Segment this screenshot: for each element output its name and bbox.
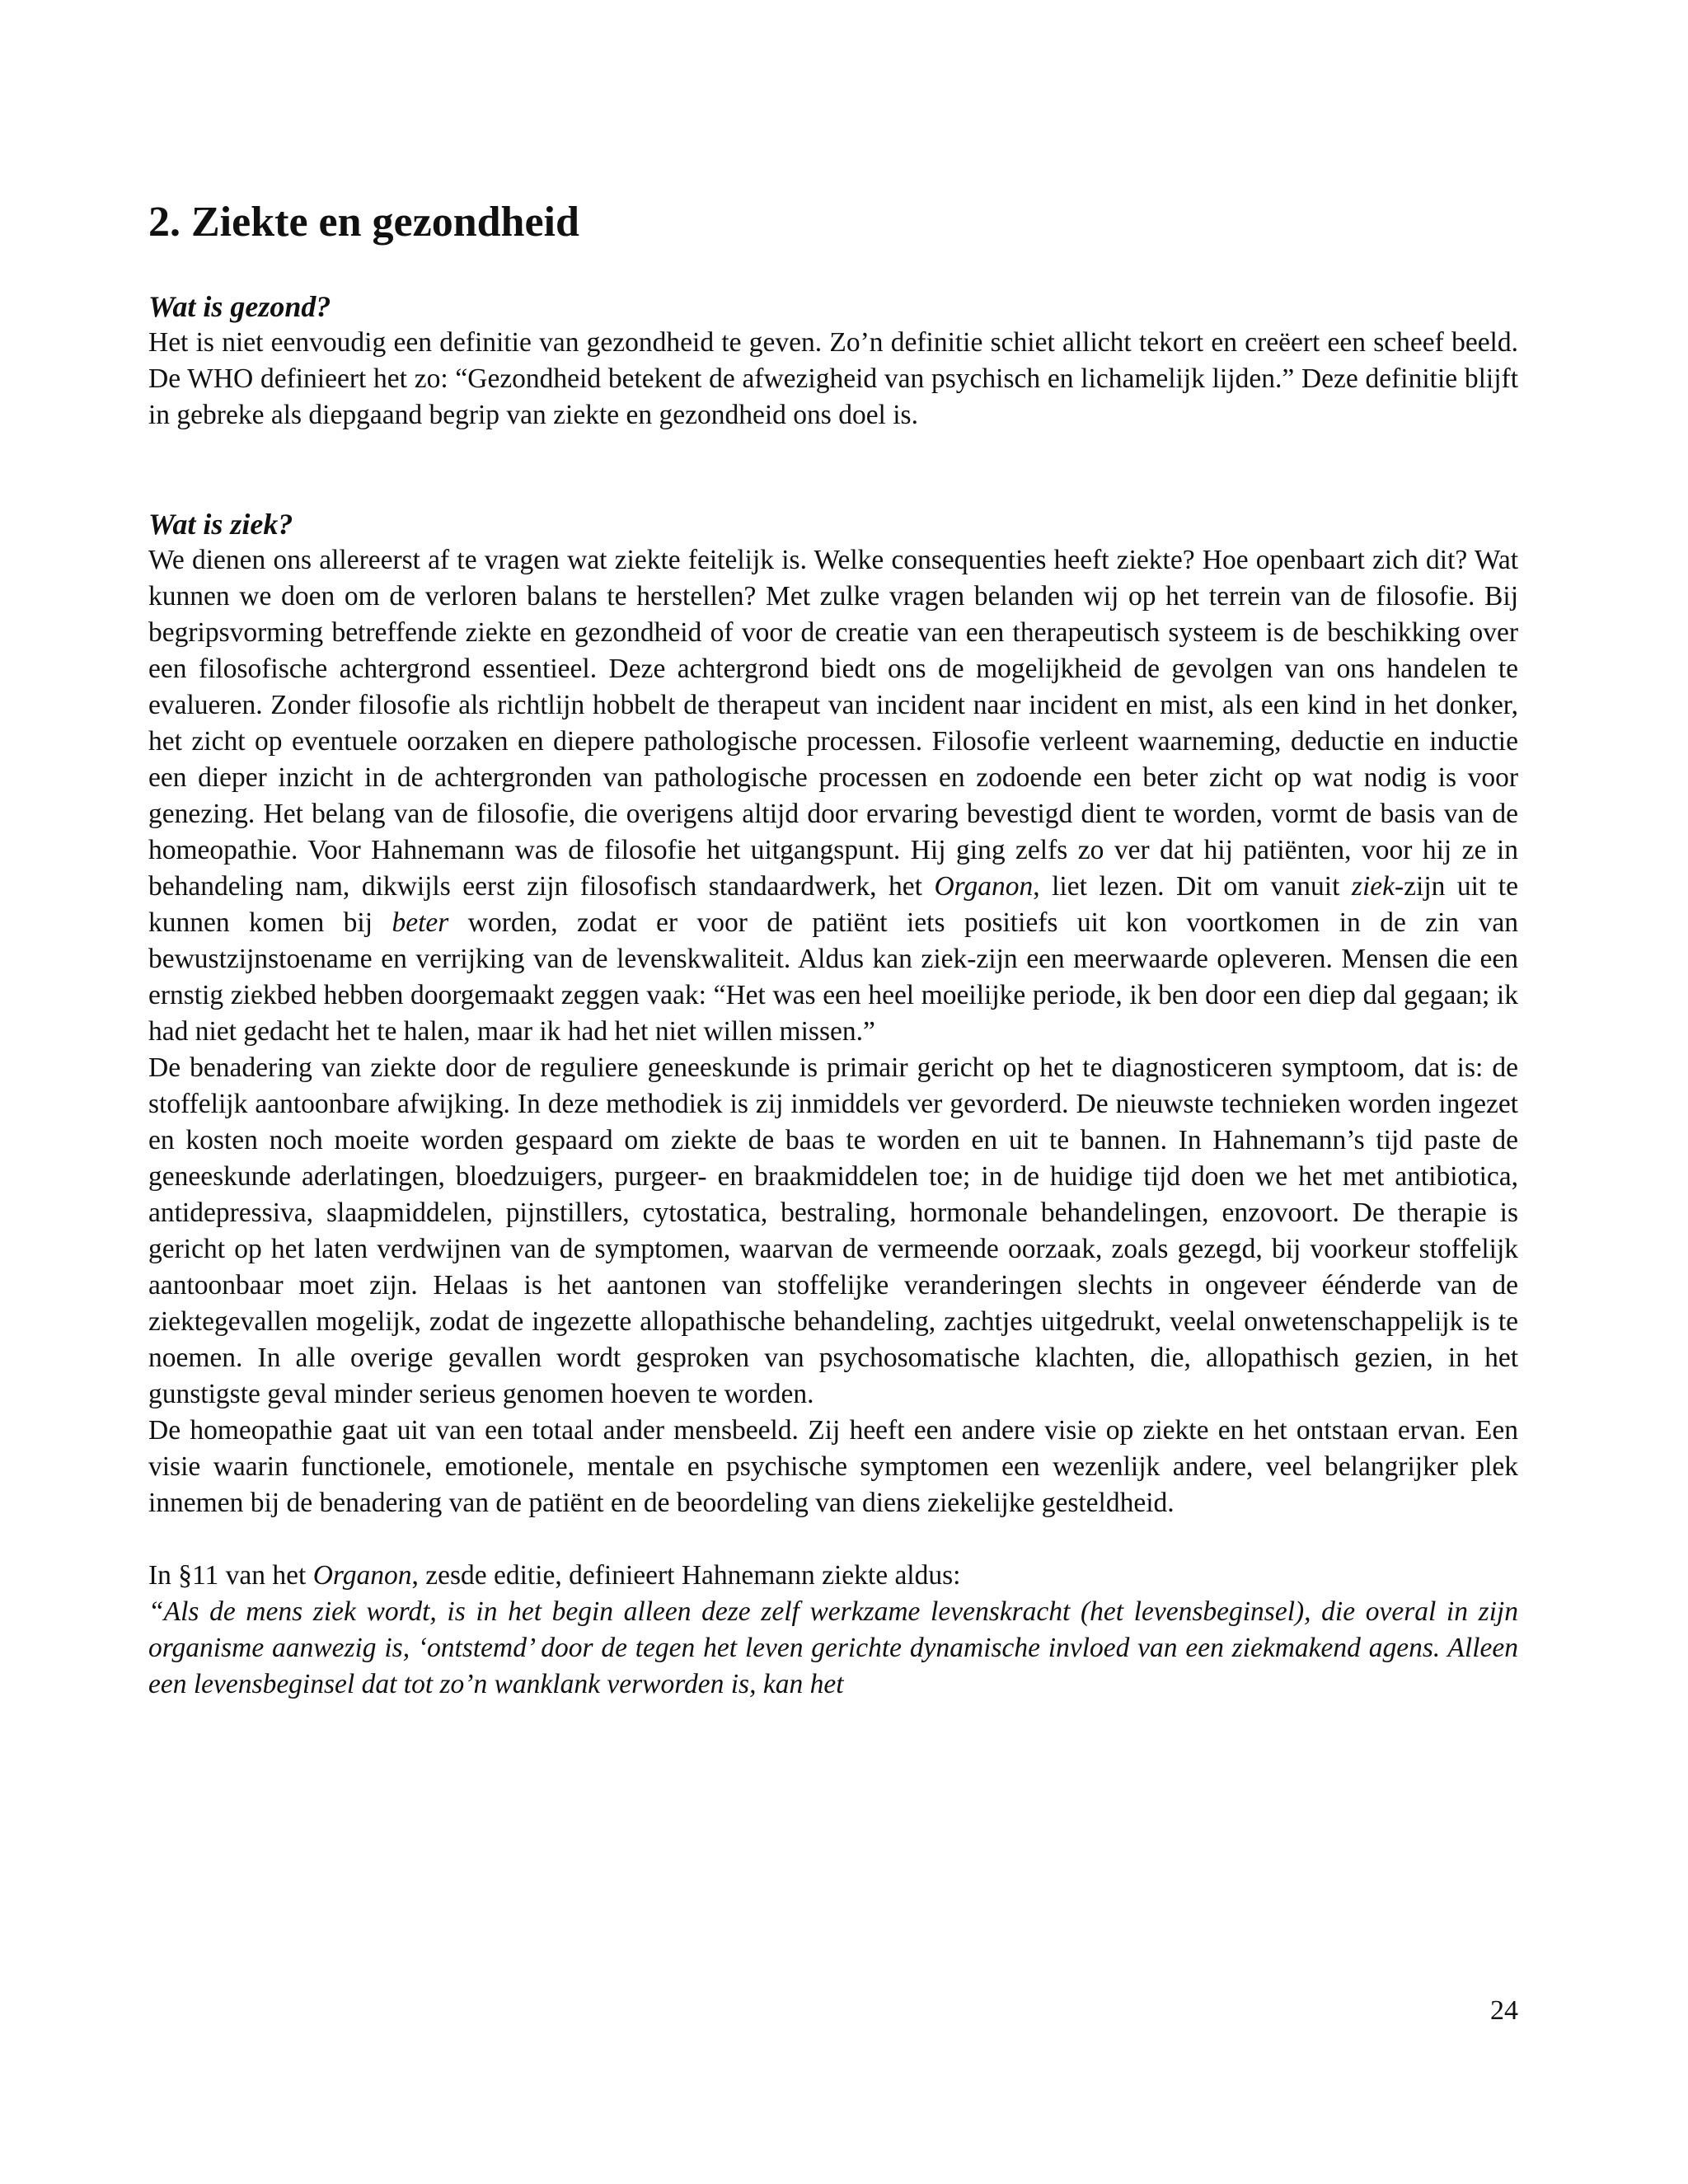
spacer <box>148 434 1518 506</box>
paragraph-gezond: Het is niet eenvoudig een definitie van gezondheid te geven. Zo’n definitie schiet allicht tekort en creëert een scheef beeld. De WHO definieert het zo: “Gezondheid betekent de afwezigheid van psychisch en lichamelijk lijden.” Deze definitie blijft in gebreke als diepgaand begrip van ziekte en gezondheid ons doel is. <box>148 327 1518 430</box>
paragraph-ziek-filosofie <box>148 542 1518 1050</box>
spacer <box>148 1521 1518 1558</box>
document-page <box>148 196 1518 1703</box>
text-run: -zijn uit te kunnen komen bij <box>148 871 1518 938</box>
emphasis-ziek: ziek <box>1351 871 1395 902</box>
chapter-title: 2. Ziekte en gezondheid <box>148 199 579 246</box>
section-heading-wat-is-ziek: Wat is ziek? <box>148 508 293 541</box>
text-run: We dienen ons allereerst af te vragen wat ziekte feitelijk is. Welke consequenties heeft ziekte? Hoe openbaart zich dit? Wat kunnen we doen om de verloren balans te herstellen? Met zulke vragen belanden wij op het terrein van de filosofie. Bij begripsvorming betreffende ziekte en gezondheid of voor de creatie van een therapeutisch systeem is de beschikking over een filosofische achtergrond essentieel. Deze achtergrond biedt ons de mogelijkheid de gevolgen van ons handelen te evalueren. Zonder filosofie als richtlijn hobbelt de therapeut van incident naar incident en mist, als een kind in het donker, het zicht op eventuele oorzaken en diepere pathologische processen. Filosofie verleent waarneming, deductie en inductie een dieper inzicht in de achtergronden van pathologische processen en zodoende een beter zicht op wat nodig is voor genezing. Het belang van de filosofie, die overigens altijd door ervaring bevestigd dient te worden, vormt de basis van de homeopathie. Voor Hahnemann was de filosofie het uitgangspunt. Hij ging zelfs zo ver dat hij patiënten, voor hij ze in behandeling nam, dikwijls eerst zijn filosofisch standaardwerk, het <box>148 545 1518 902</box>
emphasis-beter: beter <box>392 907 449 938</box>
text-run: In §11 van het <box>148 1560 313 1591</box>
section-heading-wat-is-gezond: Wat is gezond? <box>148 290 331 323</box>
organon-quote: “Als de mens ziek wordt, is in het begin alleen deze zelf werkzame levenskracht (het levensbeginsel), die overal in zijn organisme aanwezig is, ‘ontstemd’ door de tegen het leven gerichte dynamische invloed van een ziekmakend agens. Alleen een levensbeginsel dat tot zo’n wanklank verworden is, kan het <box>148 1596 1518 1699</box>
paragraph-homeopathie: De homeopathie gaat uit van een totaal ander mensbeeld. Zij heeft een andere visie op ziekte en het ontstaan ervan. Een visie waarin functionele, emotionele, mentale en psychische symptomen een wezenlijk andere, veel belangrijker plek innemen bij de benadering van de patiënt en de beoordeling van diens ziekelijke gesteldheid. <box>148 1415 1518 1518</box>
text-run: worden, zodat er voor de patiënt iets positiefs uit kon voortkomen in de zin van bewustzijnstoename en verrijking van de levenskwaliteit. Aldus kan ziek-zijn een meerwaarde opleveren. Mensen die een ernstig ziekbed hebben doorgemaakt zeggen vaak: “Het was een heel moeilijke periode, ik ben door een diep dal gegaan; ik had niet gedacht het te halen, maar ik had het niet willen missen.” <box>148 907 1518 1047</box>
paragraph-organon-intro <box>148 1558 1518 1594</box>
organon-title: Organon <box>934 871 1034 902</box>
text-run: , zesde editie, definieert Hahnemann ziekte aldus: <box>411 1560 961 1591</box>
organon-title: Organon <box>312 1560 412 1591</box>
page-number: 24 <box>1490 1995 1518 2026</box>
text-run: , liet lezen. Dit om vanuit <box>1033 871 1352 902</box>
paragraph-reguliere-geneeskunde: De benadering van ziekte door de reguliere geneeskunde is primair gericht op het te diagnosticeren symptoom, dat is: de stoffelijk aantoonbare afwijking. In deze methodiek is zij inmiddels ver gevorderd. De nieuwste technieken worden ingezet en kosten noch moeite worden gespaard om ziekte de baas te worden en uit te bannen. In Hahnemann’s tijd paste de geneeskunde aderlatingen, bloedzuigers, purgeer- en braakmiddelen toe; in de huidige tijd doen we het met antibiotica, antidepressiva, slaapmiddelen, pijnstillers, cytostatica, bestraling, hormonale behandelingen, enzovoort. De therapie is gericht op het laten verdwijnen van de symptomen, waarvan de vermeende oorzaak, zoals gezegd, bij voorkeur stoffelijk aantoonbaar moet zijn. Helaas is het aantonen van stoffelijke veranderingen slechts in ongeveer éénderde van de ziektegevallen mogelijk, zodat de ingezette allopathische behandeling, zachtjes uitgedrukt, veelal onwetenschappelijk is te noemen. In alle overige gevallen wordt gesproken van psychosomatische klachten, die, allopathisch gezien, in het gunstigste geval minder serieus genomen hoeven te worden. <box>148 1052 1518 1409</box>
